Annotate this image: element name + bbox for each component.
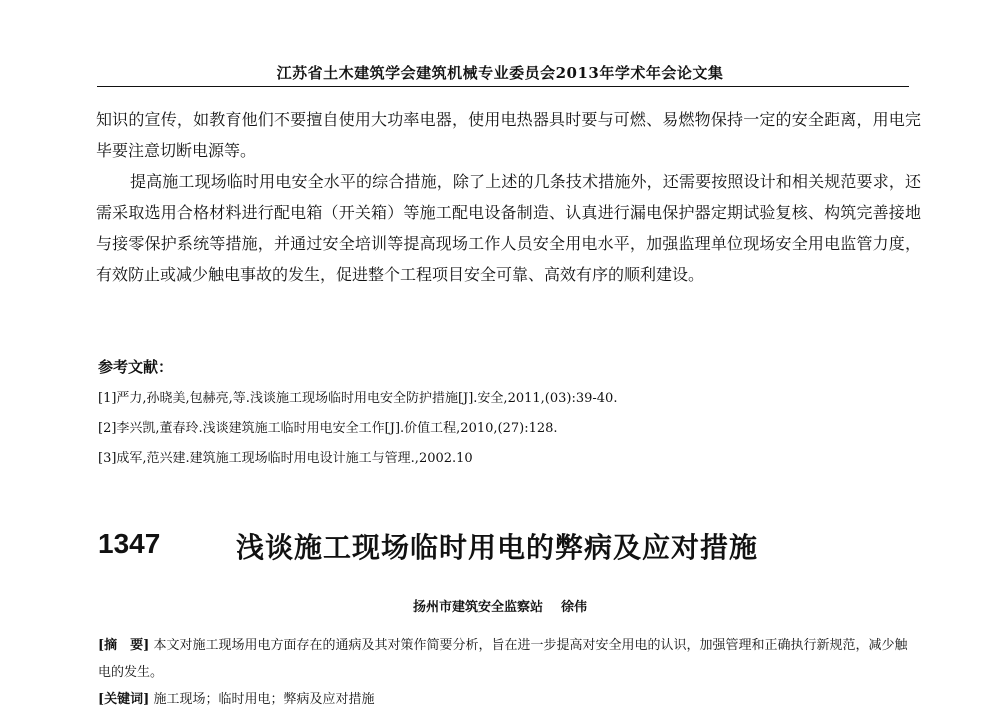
- body-paragraph-1: 知识的宣传，如教育他们不要擅自使用大功率电器，使用电热器具时要与可燃、易燃物保持一定的安全距离，用电完毕要注意切断电源等。: [96, 110, 921, 160]
- author-affiliation: 扬州市建筑安全监察站: [412, 600, 543, 615]
- keywords-text: 施工现场；临时用电；弊病及应对措施: [153, 692, 375, 707]
- author-name: 徐伟: [561, 600, 588, 615]
- reference-item: [1]严力,孙晓美,包赫亮,等.浅谈施工现场临时用电安全防护措施[J].安全,2011,(03):39-40.: [98, 391, 618, 406]
- paper-number: 1347: [98, 528, 161, 559]
- references-heading: 参考文献：: [98, 358, 174, 376]
- references-list: [98, 384, 918, 474]
- keywords: [98, 686, 920, 713]
- paper-title: 浅谈施工现场临时用电的弊病及应对措施: [236, 531, 759, 564]
- running-header: 江苏省土木建筑学会建筑机械专业委员会2013年学术年会论文集: [276, 64, 724, 82]
- abstract: [98, 632, 920, 686]
- header-rule: [97, 86, 909, 87]
- abstract-text: 本文对施工现场用电方面存在的通病及其对策作简要分析，旨在进一步提高对安全用电的认识，加强管理和正确执行新规范，减少触电的发生。: [98, 638, 908, 680]
- abstract-label: [摘 要]: [98, 638, 150, 653]
- reference-item: [2]李兴凯,董春玲.浅谈建筑施工临时用电安全工作[J].价值工程,2010,(27):128.: [98, 421, 558, 436]
- body-paragraph-2: 提高施工现场临时用电安全水平的综合措施，除了上述的几条技术措施外，还需要按照设计和相关规范要求，还需采取选用合格材料进行配电箱（开关箱）等施工配电设备制造、认真进行漏电保护器定期试验复核、构筑完善接地与接零保护系统等措施，并通过安全培训等提高现场工作人员安全用电水平，加强监理单位现场安全用电监管力度，有效防止或减少触电事故的发生，促进整个工程项目安全可靠、高效有序的顺利建设。: [96, 172, 921, 284]
- keywords-label: [关键词]: [98, 692, 150, 707]
- author-line: [0, 596, 1000, 615]
- reference-item: [3]成军,范兴建.建筑施工现场临时用电设计施工与管理.,2002.10: [98, 451, 473, 466]
